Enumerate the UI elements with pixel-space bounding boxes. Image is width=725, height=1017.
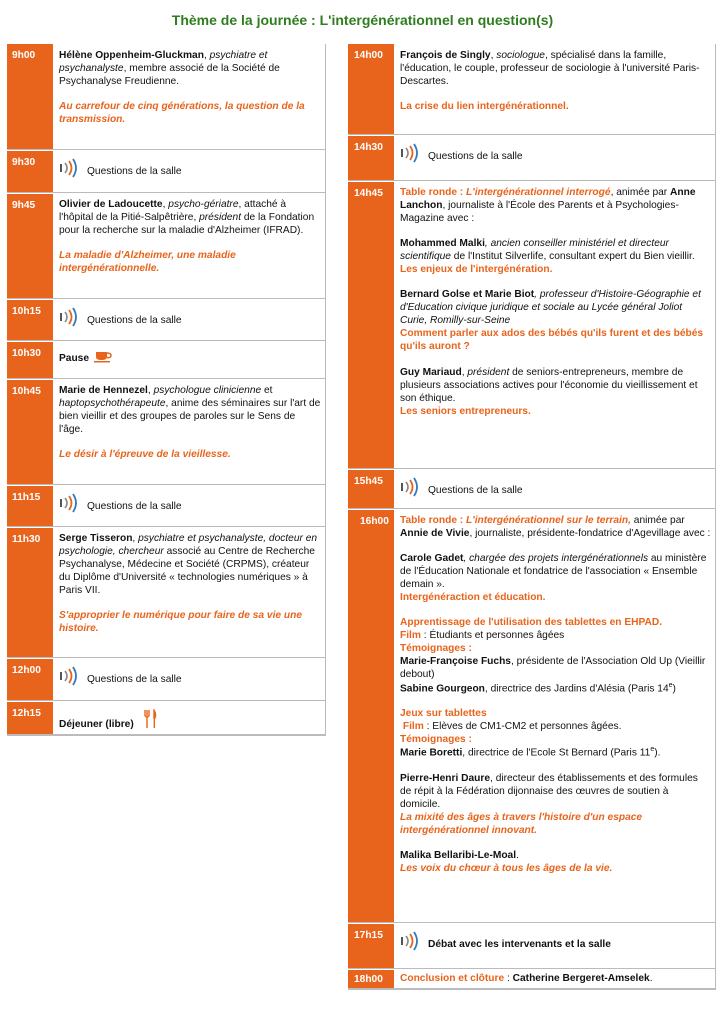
session-content: Serge Tisseron, psychiatre et psychanalyste, docteur en psychologie, chercheur associé au Centre de Recherche Psychanalyse, Médecine et Société (CRPMS), créateur du Diplôme d'Université « technologies numériques » à Paris VII. S'approprier le numérique pour faire de sa vie une histoire. <box>53 527 325 657</box>
questions-label: Questions de la salle <box>87 500 182 512</box>
speaker-name: Malika Bellaribi-Le-Moal <box>400 849 517 861</box>
session-1600 <box>348 509 716 923</box>
speaker-description: associé au Centre de Recherche Psychanalyse, Médecine et Société (CRPMS), créateur du Diplôme d'Université « technologies numériques » à Paris VII. <box>59 546 315 597</box>
speaker-description: , directeur des établissements et des formules de répit à la Fédération dijonnaise des œuvres de soutien à domicile. <box>400 772 698 810</box>
fork-knife-icon <box>142 709 158 729</box>
time-cell: 17h15 <box>348 923 394 968</box>
pause-label: Pause <box>59 353 90 364</box>
speaker-name: Carole Gadet <box>400 553 464 565</box>
session-1400 <box>348 44 716 135</box>
session-1430 <box>348 135 716 181</box>
session-1115 <box>7 485 326 527</box>
closing-label: Conclusion et clôture <box>400 973 505 984</box>
session-0945 <box>7 193 326 299</box>
speaker-role: , ancien conseiller ministériel et directeur scientifique <box>400 238 669 263</box>
speaker-name: Catherine Bergeret-Amselek <box>512 973 650 984</box>
session-content: Marie de Hennezel, psychologue clinicienne et haptopsychothérapeute, anime des séminaires sur l'art de bien vieillir et des groupes de paroles sur le Sens de l'âge. Le désir à l'épreuve de la vieillesse. <box>59 385 321 461</box>
session-content <box>394 923 715 968</box>
session-content: Conclusion et clôture : Catherine Bergeret-Amselek. <box>400 973 653 984</box>
talk-title: Les seniors entrepreneurs. <box>400 405 531 417</box>
film-label: Film <box>402 721 424 732</box>
speaker-description: , spécialisé dans la famille, l'éducation, le couple, professeur de sociologie à l'université Paris-Descartes. <box>400 50 700 88</box>
time-cell: 18h00 <box>348 969 394 988</box>
session-1800 <box>348 969 716 989</box>
speaker-name: Marie de Hennezel <box>59 385 148 396</box>
debate-label: Débat avec les intervenants et la salle <box>428 938 611 950</box>
speaker-role: psychiatre et psychanalyste <box>59 50 268 75</box>
talk-title: La crise du lien intergénérationnel. <box>400 101 569 113</box>
speaker-name: Pierre-Henri Daure <box>400 772 491 784</box>
time-cell: 10h45 <box>7 379 53 484</box>
talk-title: S'approprier le numérique pour faire de sa vie une histoire. <box>59 610 303 635</box>
time-cell: 16h00 <box>348 509 394 922</box>
session-1045 <box>7 379 326 485</box>
questions-label: Questions de la salle <box>87 314 182 326</box>
talk-title: Les enjeux de l'intergénération. <box>400 264 553 276</box>
time-cell: 10h30 <box>7 341 53 378</box>
roundtable-title: L'intergénérationnel sur le terrain, <box>466 515 631 526</box>
questions-label: Questions de la salle <box>87 673 182 685</box>
talk-title: Les voix du chœur à tous les âges de la vie. <box>400 862 613 874</box>
time-cell: 14h45 <box>348 181 394 468</box>
speaker-name: Bernard Golse et Marie Biot <box>400 289 535 301</box>
speaker-name: Serge Tisseron <box>59 533 133 544</box>
lunch-label: Déjeuner (libre) <box>59 719 134 730</box>
afternoon-schedule <box>348 44 716 990</box>
talk-title: Comment parler aux ados des bébés qu'ils furent et des bébés qu'ils auront ? <box>400 328 704 353</box>
morning-schedule <box>7 44 326 736</box>
talk-title: Intergénéraction et éducation. <box>400 592 546 604</box>
session-1545 <box>348 469 716 509</box>
session-content <box>394 469 715 508</box>
roundtable-label: Table ronde : <box>400 187 467 198</box>
session-1200 <box>7 658 326 701</box>
session-0900 <box>7 44 326 150</box>
speaker-description: de l'Institut Silverlife, consultant expert du Bien vieillir. <box>450 251 695 263</box>
speaker-role: président <box>199 212 242 224</box>
speaker-description: de la Fondation pour la recherche sur la maladie d'Alzheimer (IFRAD). <box>59 212 315 237</box>
session-content <box>53 485 325 526</box>
talk-title: La maladie d'Alzheimer, une maladie intergénérationnelle. <box>59 250 236 275</box>
speaker-role: psychiatre et psychanalyste, docteur en psychologie, chercheur <box>59 533 318 558</box>
session-content: Table ronde : L'intergénérationnel interrogé, animée par Anne Lanchon, journaliste à l'École des Parents et à Psychologies-Magazine avec : Mohammed Malki, ancien conseiller ministériel et directeur scientifique de l'Institut Silverlife, consultant expert du Bien vieillir. Les enjeux de l'intergénération. Bernard Golse et Marie Biot, professeur d'Histoire-Géographie et d'Education civique juridique et sociale au Lycée général Joliot Curie, Romilly-sur-Seine Comment parler aux ados des bébés qu'ils furent et des bébés qu'ils auront ? Guy Mariaud, président de seniors-entrepreneurs, membre de plusieurs associations actives pour l'économie du vieillissement et son éthique. Les seniors entrepreneurs. <box>394 181 715 468</box>
workshop-title: Apprentissage de l'utilisation des tablettes en EHPAD. <box>400 617 663 629</box>
talk-title: La mixité des âges à travers l'histoire d'un espace intergénérationnel innovant. <box>400 811 643 836</box>
film-text: : Elèves de CM1-CM2 et personnes âgées. <box>423 721 622 732</box>
speaker-description: , membre associé de la Société de Psychanalyse Freudienne. <box>59 63 280 88</box>
speaker-description: de seniors-entrepreneurs, membre de plusieurs associations actives pour l'économie du vieillissement et son éthique. <box>400 366 698 404</box>
speaker-description: , anime des séminaires sur l'art de bien vieillir et des groupes de paroles sur le Sens de l'âge. <box>59 398 321 436</box>
time-cell: 10h15 <box>7 299 53 340</box>
speaker-role: , chargée des projets intergénérationnels <box>463 553 649 565</box>
testimonies-label: Témoignages : <box>400 734 472 746</box>
speaker-role: président <box>467 366 510 378</box>
session-1715 <box>348 923 716 969</box>
questions-label: Questions de la salle <box>428 484 523 496</box>
session-1130 <box>7 527 326 658</box>
time-cell: 14h00 <box>348 44 394 134</box>
speaker-name: François de Singly <box>400 50 491 61</box>
speaker-name: Hélène Oppenheim-Gluckman <box>59 50 204 61</box>
host-name: Annie de Vivie <box>400 528 470 540</box>
sound-waves-icon <box>59 307 81 327</box>
sound-waves-icon <box>400 931 422 951</box>
speaker-role: sociologue <box>496 50 545 61</box>
sound-waves-icon <box>59 158 81 178</box>
time-cell: 9h00 <box>7 44 53 149</box>
time-cell: 12h15 <box>7 701 53 734</box>
workshop-title: Jeux sur tablettes <box>400 707 487 719</box>
time-cell: 9h45 <box>7 193 53 298</box>
session-content: Olivier de Ladoucette, psycho-gériatre, attaché à l'hôpital de la Pitié-Salpêtrière, président de la Fondation pour la recherche sur la maladie d'Alzheimer (IFRAD). La maladie d'Alzheimer, une maladie intergénérationnelle. <box>53 193 325 298</box>
session-content <box>53 701 325 734</box>
speaker-name: Marie Boretti <box>400 747 463 759</box>
testimonies-label: Témoignages : <box>400 643 472 655</box>
host-name: Anne Lanchon <box>400 187 696 212</box>
session-content <box>53 150 325 192</box>
speaker-name: Marie-Françoise Fuchs <box>400 656 511 668</box>
speaker-role: haptopsychothérapeute <box>59 398 166 410</box>
session-0930 <box>7 150 326 193</box>
sound-waves-icon <box>59 493 81 513</box>
speaker-description: au ministère de l'Éducation Nationale et fondatrice de l'association « Ensemble demain ». <box>400 553 707 591</box>
speaker-role: psychologue clinicienne <box>153 385 262 396</box>
session-content: Table ronde : L'intergénérationnel sur le terrain, animée par Annie de Vivie, journaliste, présidente-fondatrice d'Agevillage avec : Carole Gadet, chargée des projets intergénérationnels au ministère de l'Éducation Nationale et fondatrice de l'association « Ensemble demain ». Intergénéraction et éducation. Apprentissage de l'utilisation des tablettes en EHPAD. Film : Étudiants et personnes âgées Témoignages : Marie-Françoise Fuchs, présidente de l'Association Old Up (Vieillir debout) Sabine Gourgeon, directrice des Jardins d'Alésia (Paris 14e) Jeux sur tablettes Film : Elèves de CM1-CM2 et personnes âgées. Témoignages : Marie Boretti, directrice de l'Ecole St Bernard (Paris 11e). Pierre-Henri Daure, directeur des établissements et des formules de répit à la Fédération dijonnaise des œuvres de soutien à domicile. La mixité des âges à travers l'histoire d'un espace intergénérationnel innovant. Malika Bellaribi-Le-Moal. Les voix du chœur à tous les âges de la vie. <box>400 515 711 874</box>
session-content <box>53 658 325 700</box>
talk-title: Le désir à l'épreuve de la vieillesse. <box>59 449 231 461</box>
speaker-role: psycho-gériatre <box>168 199 239 210</box>
questions-label: Questions de la salle <box>428 150 523 162</box>
speaker-name: Sabine Gourgeon <box>400 682 485 694</box>
time-cell: 15h45 <box>348 469 394 508</box>
speaker-name: Guy Mariaud <box>400 366 462 378</box>
session-content <box>394 135 715 180</box>
sound-waves-icon <box>59 666 81 686</box>
time-cell: 14h30 <box>348 135 394 180</box>
speaker-name: Olivier de Ladoucette <box>59 199 163 210</box>
roundtable-label: Table ronde : <box>400 515 467 526</box>
session-content <box>53 341 325 378</box>
session-1215 <box>7 701 326 735</box>
time-cell: 9h30 <box>7 150 53 192</box>
time-cell: 12h00 <box>7 658 53 700</box>
page-title: Thème de la journée : L'intergénérationnel en question(s) <box>171 12 554 28</box>
sound-waves-icon <box>400 477 422 497</box>
sound-waves-icon <box>400 143 422 163</box>
time-cell: 11h15 <box>7 485 53 526</box>
speaker-role: , professeur d'Histoire-Géographie et d'Education civique juridique et sociale au Lycée général Joliot Curie, Romilly-sur-Seine <box>400 289 701 327</box>
film-text: : Étudiants et personnes âgées <box>420 630 565 642</box>
session-1445 <box>348 181 716 469</box>
session-content <box>53 299 325 340</box>
session-content: François de Singly, sociologue, spécialisé dans la famille, l'éducation, le couple, professeur de sociologie à l'université Paris-Descartes. La crise du lien intergénérationnel. <box>394 44 715 134</box>
session-1030 <box>7 341 326 379</box>
speaker-name: Mohammed Malki <box>400 238 485 250</box>
time-cell: 11h30 <box>7 527 53 657</box>
roundtable-title: L'intergénérationnel interrogé <box>466 187 611 198</box>
talk-title: Au carrefour de cinq générations, la question de la transmission. <box>59 101 305 126</box>
session-content: Hélène Oppenheim-Gluckman, psychiatre et psychanalyste, membre associé de la Société de Psychanalyse Freudienne. Au carrefour de cinq générations, la question de la transmission. <box>53 44 325 149</box>
film-label: Film <box>400 630 421 642</box>
coffee-cup-icon <box>93 349 113 363</box>
session-1015 <box>7 299 326 341</box>
questions-label: Questions de la salle <box>87 165 182 177</box>
